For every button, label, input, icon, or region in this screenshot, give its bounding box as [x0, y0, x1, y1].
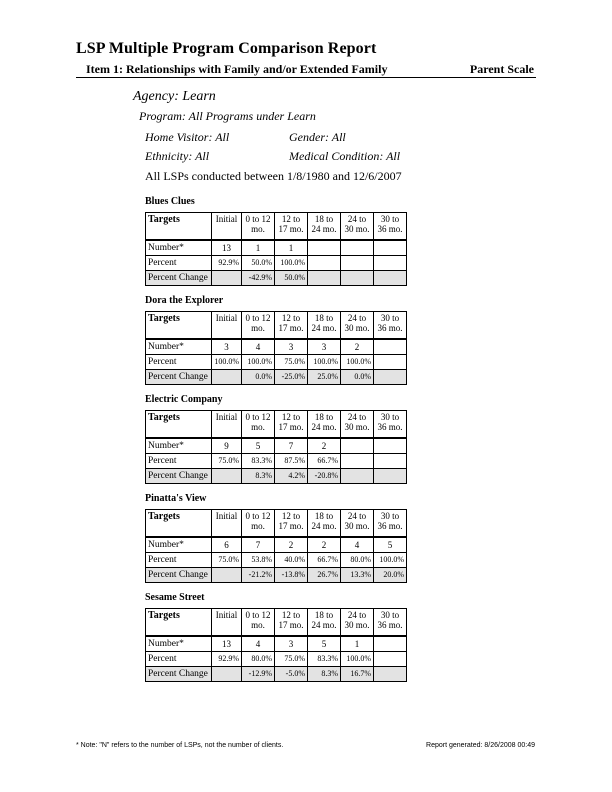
- change-cell: 20.0%: [374, 568, 407, 583]
- table-row: [146, 469, 407, 484]
- item-subtitle: Item 1: Relationships with Family and/or Extended Family: [86, 62, 388, 76]
- change-cell: [212, 667, 242, 682]
- change-cell: -20.8%: [308, 469, 341, 484]
- column-header-c2: 12 to 17 mo.: [275, 213, 308, 241]
- report-title: LSP Multiple Program Comparison Report: [76, 40, 377, 57]
- number-cell: 7: [275, 438, 308, 454]
- change-row-label: Percent Change: [146, 469, 212, 484]
- number-cell: 3: [308, 339, 341, 355]
- table-row: [146, 355, 407, 370]
- percent-cell: [341, 454, 374, 469]
- percent-cell: [341, 256, 374, 271]
- percent-cell: 92.9%: [212, 256, 242, 271]
- change-row-label: Percent Change: [146, 271, 212, 286]
- change-cell: [374, 667, 407, 682]
- program-table: [145, 608, 407, 682]
- percent-cell: 75.0%: [212, 454, 242, 469]
- change-cell: [374, 271, 407, 286]
- percent-row-label: Percent: [146, 355, 212, 370]
- number-cell: [374, 339, 407, 355]
- program-name: Blues Clues: [145, 196, 195, 207]
- targets-header: Targets: [146, 312, 212, 340]
- number-cell: 4: [341, 537, 374, 553]
- number-cell: [341, 438, 374, 454]
- percent-cell: [374, 454, 407, 469]
- table-row: [146, 271, 407, 286]
- targets-header: Targets: [146, 411, 212, 439]
- percent-cell: 87.5%: [275, 454, 308, 469]
- number-cell: 9: [212, 438, 242, 454]
- percent-cell: 75.0%: [275, 355, 308, 370]
- change-cell: 8.3%: [242, 469, 275, 484]
- number-cell: 5: [374, 537, 407, 553]
- program-section: [145, 493, 407, 583]
- program-section: [145, 295, 407, 385]
- number-cell: 2: [308, 438, 341, 454]
- percent-cell: 75.0%: [212, 553, 242, 568]
- footer-note: * Note: "N" refers to the number of LSPs, not the number of clients.: [76, 742, 284, 749]
- column-header-c5: 30 to 36 mo.: [374, 510, 407, 538]
- column-header-c5: 30 to 36 mo.: [374, 312, 407, 340]
- program-section: [145, 592, 407, 682]
- change-cell: [212, 469, 242, 484]
- number-cell: [341, 240, 374, 256]
- program-section: [145, 394, 407, 484]
- column-header-c1: 0 to 12 mo.: [242, 609, 275, 637]
- change-cell: [374, 370, 407, 385]
- targets-header: Targets: [146, 609, 212, 637]
- column-header-c4: 24 to 30 mo.: [341, 609, 374, 637]
- change-cell: [212, 271, 242, 286]
- program-name: Sesame Street: [145, 592, 205, 603]
- column-header-c5: 30 to 36 mo.: [374, 609, 407, 637]
- change-cell: [374, 469, 407, 484]
- percent-cell: 83.3%: [308, 652, 341, 667]
- program-table: [145, 311, 407, 385]
- column-header-c2: 12 to 17 mo.: [275, 609, 308, 637]
- number-cell: 2: [308, 537, 341, 553]
- number-cell: 4: [242, 339, 275, 355]
- change-cell: -21.2%: [242, 568, 275, 583]
- home-visitor-filter: Home Visitor: All: [145, 130, 230, 144]
- percent-cell: 66.7%: [308, 454, 341, 469]
- change-row-label: Percent Change: [146, 667, 212, 682]
- percent-row-label: Percent: [146, 652, 212, 667]
- gender-filter: Gender: All: [289, 130, 346, 144]
- number-cell: 13: [212, 240, 242, 256]
- percent-cell: [374, 355, 407, 370]
- column-header-c5: 30 to 36 mo.: [374, 411, 407, 439]
- column-header-c1: 0 to 12 mo.: [242, 411, 275, 439]
- number-cell: [308, 240, 341, 256]
- change-cell: 25.0%: [308, 370, 341, 385]
- change-cell: 16.7%: [341, 667, 374, 682]
- number-cell: 3: [275, 339, 308, 355]
- percent-row-label: Percent: [146, 256, 212, 271]
- change-cell: -5.0%: [275, 667, 308, 682]
- column-header-c3: 18 to 24 mo.: [308, 510, 341, 538]
- program-name: Pinatta's View: [145, 493, 207, 504]
- column-header-c2: 12 to 17 mo.: [275, 411, 308, 439]
- program-table: [145, 212, 407, 286]
- change-cell: [341, 271, 374, 286]
- number-cell: 7: [242, 537, 275, 553]
- change-cell: [212, 568, 242, 583]
- report-generated: Report generated: 8/26/2008 00:49: [426, 742, 535, 749]
- change-cell: 4.2%: [275, 469, 308, 484]
- percent-cell: 92.9%: [212, 652, 242, 667]
- table-row: [146, 568, 407, 583]
- date-range: All LSPs conducted between 1/8/1980 and 12/6/2007: [145, 169, 402, 183]
- change-cell: 13.3%: [341, 568, 374, 583]
- number-cell: 3: [212, 339, 242, 355]
- table-row: [146, 667, 407, 682]
- number-cell: [374, 240, 407, 256]
- column-header-c1: 0 to 12 mo.: [242, 213, 275, 241]
- number-cell: 1: [341, 636, 374, 652]
- percent-cell: 53.8%: [242, 553, 275, 568]
- column-header-c2: 12 to 17 mo.: [275, 510, 308, 538]
- table-row: [146, 454, 407, 469]
- column-header-c3: 18 to 24 mo.: [308, 411, 341, 439]
- column-header-c1: 0 to 12 mo.: [242, 510, 275, 538]
- column-header-initial: Initial: [212, 510, 242, 538]
- percent-cell: 80.0%: [341, 553, 374, 568]
- header-rule: [76, 77, 536, 78]
- program-section: [145, 196, 407, 286]
- percent-cell: 100.0%: [275, 256, 308, 271]
- change-cell: -12.9%: [242, 667, 275, 682]
- percent-cell: [374, 652, 407, 667]
- column-header-initial: Initial: [212, 213, 242, 241]
- table-row: [146, 537, 407, 553]
- table-row: [146, 652, 407, 667]
- number-cell: 5: [242, 438, 275, 454]
- table-row: [146, 636, 407, 652]
- change-cell: 0.0%: [242, 370, 275, 385]
- program-label: Program: All Programs under Learn: [139, 109, 316, 123]
- percent-cell: 66.7%: [308, 553, 341, 568]
- number-cell: 5: [308, 636, 341, 652]
- column-header-c2: 12 to 17 mo.: [275, 312, 308, 340]
- number-row-label: Number*: [146, 438, 212, 454]
- change-cell: 50.0%: [275, 271, 308, 286]
- table-row: [146, 240, 407, 256]
- change-cell: 8.3%: [308, 667, 341, 682]
- change-row-label: Percent Change: [146, 370, 212, 385]
- targets-header: Targets: [146, 213, 212, 241]
- column-header-initial: Initial: [212, 312, 242, 340]
- percent-cell: 100.0%: [341, 355, 374, 370]
- medical-condition-filter: Medical Condition: All: [289, 149, 401, 163]
- percent-row-label: Percent: [146, 553, 212, 568]
- column-header-c4: 24 to 30 mo.: [341, 213, 374, 241]
- number-row-label: Number*: [146, 339, 212, 355]
- ethnicity-filter: Ethnicity: All: [145, 149, 210, 163]
- change-cell: [212, 370, 242, 385]
- percent-cell: 100.0%: [242, 355, 275, 370]
- column-header-c3: 18 to 24 mo.: [308, 312, 341, 340]
- percent-cell: 83.3%: [242, 454, 275, 469]
- column-header-c3: 18 to 24 mo.: [308, 213, 341, 241]
- column-header-initial: Initial: [212, 411, 242, 439]
- percent-cell: 75.0%: [275, 652, 308, 667]
- change-cell: [308, 271, 341, 286]
- agency-label: Agency: Learn: [133, 89, 216, 104]
- change-cell: 0.0%: [341, 370, 374, 385]
- number-row-label: Number*: [146, 240, 212, 256]
- percent-cell: 40.0%: [275, 553, 308, 568]
- column-header-c4: 24 to 30 mo.: [341, 510, 374, 538]
- percent-cell: 100.0%: [341, 652, 374, 667]
- number-row-label: Number*: [146, 636, 212, 652]
- table-row: [146, 370, 407, 385]
- table-row: [146, 339, 407, 355]
- column-header-c4: 24 to 30 mo.: [341, 312, 374, 340]
- number-cell: 4: [242, 636, 275, 652]
- column-header-c4: 24 to 30 mo.: [341, 411, 374, 439]
- change-cell: -25.0%: [275, 370, 308, 385]
- percent-cell: [374, 256, 407, 271]
- change-cell: -13.8%: [275, 568, 308, 583]
- table-row: [146, 256, 407, 271]
- percent-cell: 80.0%: [242, 652, 275, 667]
- number-cell: [374, 438, 407, 454]
- program-name: Dora the Explorer: [145, 295, 224, 306]
- column-header-c5: 30 to 36 mo.: [374, 213, 407, 241]
- percent-cell: [308, 256, 341, 271]
- table-row: [146, 553, 407, 568]
- program-name: Electric Company: [145, 394, 223, 405]
- percent-cell: 100.0%: [374, 553, 407, 568]
- percent-row-label: Percent: [146, 454, 212, 469]
- table-row: [146, 438, 407, 454]
- number-cell: 1: [242, 240, 275, 256]
- change-cell: [341, 469, 374, 484]
- targets-header: Targets: [146, 510, 212, 538]
- number-cell: 2: [341, 339, 374, 355]
- number-cell: 6: [212, 537, 242, 553]
- percent-cell: 50.0%: [242, 256, 275, 271]
- column-header-c1: 0 to 12 mo.: [242, 312, 275, 340]
- change-cell: -42.9%: [242, 271, 275, 286]
- change-row-label: Percent Change: [146, 568, 212, 583]
- change-cell: 26.7%: [308, 568, 341, 583]
- number-cell: 2: [275, 537, 308, 553]
- percent-cell: 100.0%: [308, 355, 341, 370]
- percent-cell: 100.0%: [212, 355, 242, 370]
- number-cell: [374, 636, 407, 652]
- program-table: [145, 509, 407, 583]
- number-cell: 13: [212, 636, 242, 652]
- column-header-initial: Initial: [212, 609, 242, 637]
- program-table: [145, 410, 407, 484]
- column-header-c3: 18 to 24 mo.: [308, 609, 341, 637]
- number-cell: 1: [275, 240, 308, 256]
- number-cell: 3: [275, 636, 308, 652]
- scale-label: Parent Scale: [469, 62, 534, 76]
- number-row-label: Number*: [146, 537, 212, 553]
